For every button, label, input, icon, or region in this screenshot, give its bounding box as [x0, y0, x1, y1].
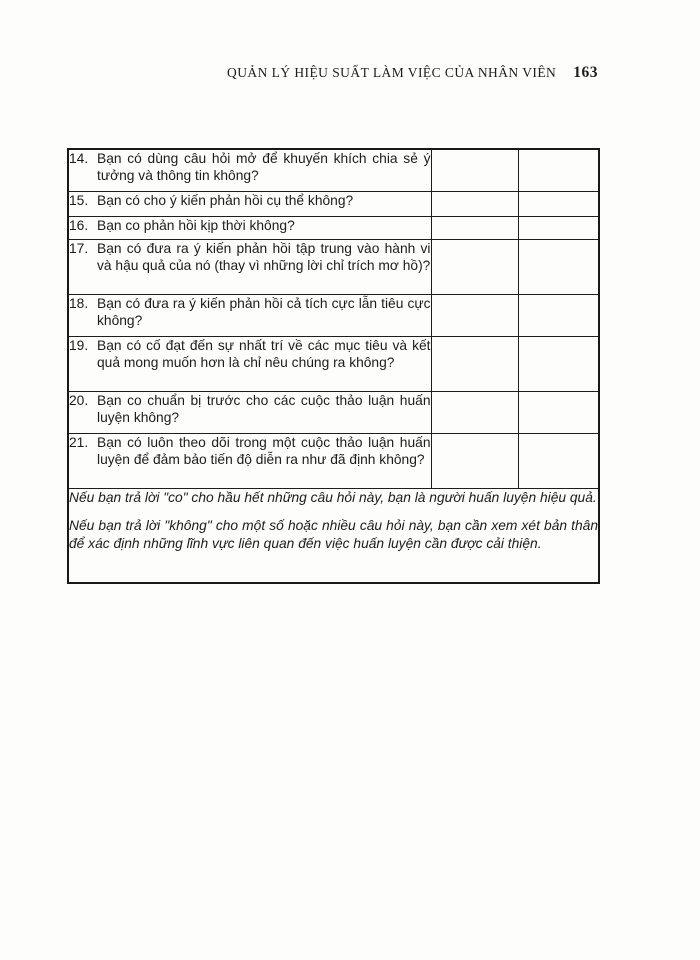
answer-cell-col2 — [518, 294, 599, 336]
question-cell — [68, 149, 431, 191]
table-row — [68, 191, 599, 216]
answer-cell-col2 — [518, 239, 599, 294]
question-number: 16. — [69, 217, 89, 233]
answer-cell-col1 — [431, 191, 518, 216]
question-number: 18. — [69, 295, 89, 311]
table-row — [68, 216, 599, 239]
question-number: 21. — [69, 434, 89, 450]
question-text: Bạn có cố đạt đến sự nhất trí về các mục tiêu và kết quả mong muốn hơn là chỉ nêu chúng ra không? — [97, 337, 431, 370]
notes-cell — [68, 488, 599, 583]
page-number: 163 — [573, 64, 598, 81]
table-row — [68, 433, 599, 488]
question-cell — [68, 391, 431, 433]
table-footer-row — [68, 488, 599, 583]
answer-cell-col2 — [518, 433, 599, 488]
answer-cell-col2 — [518, 149, 599, 191]
answer-cell-col1 — [431, 239, 518, 294]
table-row — [68, 336, 599, 391]
answer-cell-col1 — [431, 216, 518, 239]
question-cell — [68, 294, 431, 336]
note-needs-improvement: Nếu bạn trả lời "không" cho một số hoặc nhiều câu hỏi này, bạn cần xem xét bản thân để xác định những lĩnh vực liên quan đến việc huấn luyện cần được cải thiện. — [69, 517, 598, 551]
question-cell — [68, 433, 431, 488]
coaching-checklist-table — [67, 148, 600, 584]
answer-cell-col1 — [431, 391, 518, 433]
question-cell — [68, 191, 431, 216]
question-number: 20. — [69, 392, 89, 408]
answer-cell-col2 — [518, 216, 599, 239]
question-cell — [68, 239, 431, 294]
table-row — [68, 294, 599, 336]
question-cell — [68, 216, 431, 239]
answer-cell-col1 — [431, 294, 518, 336]
running-head — [67, 64, 598, 82]
table-row — [68, 391, 599, 433]
answer-cell-col2 — [518, 191, 599, 216]
answer-cell-col1 — [431, 149, 518, 191]
question-number: 14. — [69, 151, 89, 166]
question-text: Bạn có luôn theo dõi trong một cuộc thảo luận huấn luyện để đảm bảo tiến độ diễn ra như đã định không? — [97, 434, 431, 467]
question-text: Bạn có dùng câu hỏi mở để khuyến khích chia sẻ ý tưởng và thông tin không? — [97, 151, 431, 184]
page-title: QUẢN LÝ HIỆU SUẤT LÀM VIỆC CỦA NHÂN VIÊN — [227, 65, 557, 80]
answer-cell-col1 — [431, 336, 518, 391]
table-row — [68, 149, 599, 191]
answer-cell-col2 — [518, 391, 599, 433]
answer-cell-col1 — [431, 433, 518, 488]
table-row — [68, 239, 599, 294]
question-text: Bạn co chuẩn bị trước cho các cuộc thảo luận huấn luyện không? — [97, 392, 431, 425]
question-text: Bạn có cho ý kiến phản hồi cụ thể không? — [97, 192, 354, 208]
question-number: 19. — [69, 337, 89, 353]
question-text: Bạn có đưa ra ý kiến phản hồi cả tích cực lẫn tiêu cực không? — [97, 295, 431, 328]
question-number: 17. — [69, 240, 89, 256]
question-text: Bạn có đưa ra ý kiến phản hồi tập trung vào hành vi và hậu quả của nó (thay vì những lời chỉ trích mơ hồ)? — [97, 240, 431, 273]
question-cell — [68, 336, 431, 391]
question-number: 15. — [69, 192, 89, 208]
note-effective-coach: Nếu bạn trả lời "co" cho hầu hết những câu hỏi này, bạn là người huấn luyện hiệu quả. — [69, 489, 597, 505]
question-text: Bạn co phản hồi kịp thời không? — [97, 217, 295, 233]
answer-cell-col2 — [518, 336, 599, 391]
